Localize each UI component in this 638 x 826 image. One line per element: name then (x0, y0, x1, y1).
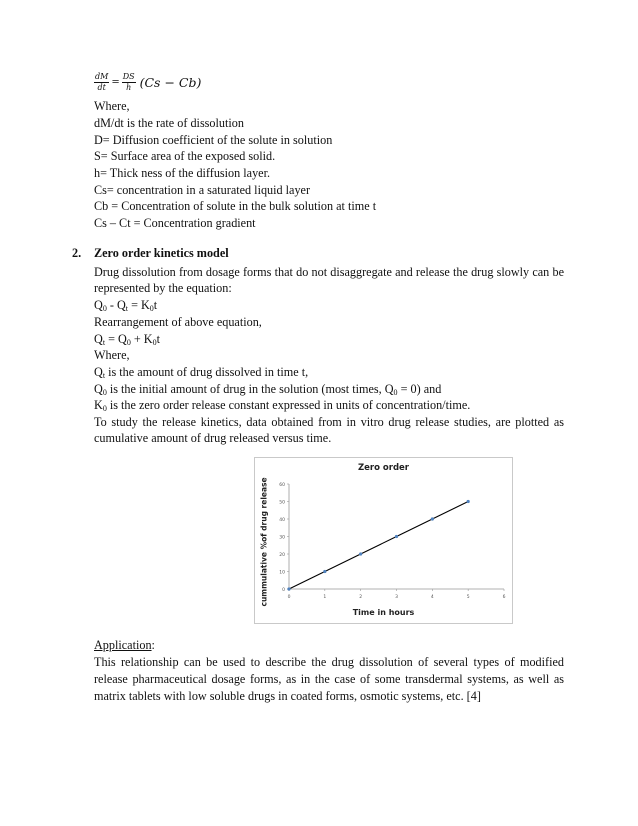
data-point (323, 570, 326, 573)
rhs-denominator: h (126, 83, 132, 92)
rhs-numerator: DS (122, 72, 135, 81)
equals-sign: = (111, 77, 120, 88)
definition-line: Cs – Ct = Concentration gradient (94, 216, 256, 230)
where-text: Where, (94, 348, 130, 362)
study-paragraph: To study the release kinetics, data obtained from in vitro drug release studies, are plotted as cumulative amount of drug released versus time. (94, 415, 564, 445)
chart-y-axis-label: cummulative %of drug release (259, 477, 269, 607)
definition-line: Cs= concentration in a saturated liquid layer (94, 183, 311, 197)
definition-qt: $Q_t$ is the amount of drug dissolved in time t, (94, 365, 309, 380)
data-point (467, 500, 470, 503)
definition-k0: $K_0$ is the zero order release constant expressed in units of concentration/time. (94, 398, 471, 413)
application-heading: Application: (94, 638, 155, 652)
chart-plot (255, 458, 512, 623)
data-point (395, 535, 398, 538)
rhs-concentration-term: (Cs − Cb) (139, 75, 202, 90)
equation-q0-qt: $Q_0 - Q_t = K_0t$ (94, 298, 158, 313)
definition-line: dM/dt is the rate of dissolution (94, 116, 244, 130)
lhs-numerator: dM (95, 72, 109, 81)
equation-qt: $Q_t = Q_0 + K_0t$ (94, 332, 160, 347)
definition-line: S= Surface area of the exposed solid. (94, 149, 276, 163)
y-tick-label: 30 (279, 535, 285, 541)
application-label: Application (94, 638, 152, 652)
y-tick-label: 20 (279, 553, 285, 558)
y-tick-label: 0 (282, 588, 285, 593)
lhs-denominator: dt (97, 83, 106, 92)
chart-x-axis-label: Time in hours (352, 608, 415, 617)
zero-order-chart (254, 457, 513, 624)
definition-line: Cb = Concentration of solute in the bulk solution at time t (94, 199, 377, 213)
rhs-fraction (122, 72, 136, 93)
section-intro: Drug dissolution from dosage forms that do not disaggregate and release the drug slowly can be represented by the equation: (94, 265, 564, 295)
x-tick-label: 2 (359, 595, 363, 600)
chart-title: Zero order (358, 463, 409, 473)
x-tick-label: 5 (466, 595, 470, 600)
lhs-fraction (94, 72, 109, 93)
y-tick-label: 40 (279, 518, 285, 523)
x-tick-label: 6 (502, 595, 506, 600)
definition-q0: $Q_0$ is the initial amount of drug in the solution (most times, $Q_0 = 0$) and (94, 382, 442, 397)
data-point (287, 587, 290, 590)
section-title: Zero order kinetics model (94, 246, 229, 260)
x-tick-label: 3 (395, 595, 398, 600)
definition-line: D= Diffusion coefficient of the solute in solution (94, 133, 333, 147)
rearrangement-text: Rearrangement of above equation, (94, 315, 262, 329)
section-heading (72, 246, 229, 261)
x-tick-label: 4 (430, 595, 434, 600)
y-tick-label: 50 (279, 500, 285, 506)
y-tick-label: 10 (279, 570, 285, 576)
data-point (431, 517, 434, 520)
x-tick-label: 0 (287, 595, 291, 600)
data-point (359, 552, 362, 555)
definition-line: h= Thick ness of the diffusion layer. (94, 166, 271, 180)
x-tick-label: 1 (323, 595, 327, 600)
section-number: 2. (72, 246, 82, 260)
dissolution-equation (94, 72, 201, 93)
application-text: This relationship can be used to describe the drug dissolution of several types of modified release pharmaceutical dosage forms, as in the case of some transdermal systems, as well as matrix tablets with low soluble drugs in coated forms, osmotic systems, etc. [4] (94, 655, 564, 703)
y-tick-label: 60 (279, 483, 285, 488)
definition-line: Where, (94, 99, 130, 113)
series-line (289, 502, 468, 590)
